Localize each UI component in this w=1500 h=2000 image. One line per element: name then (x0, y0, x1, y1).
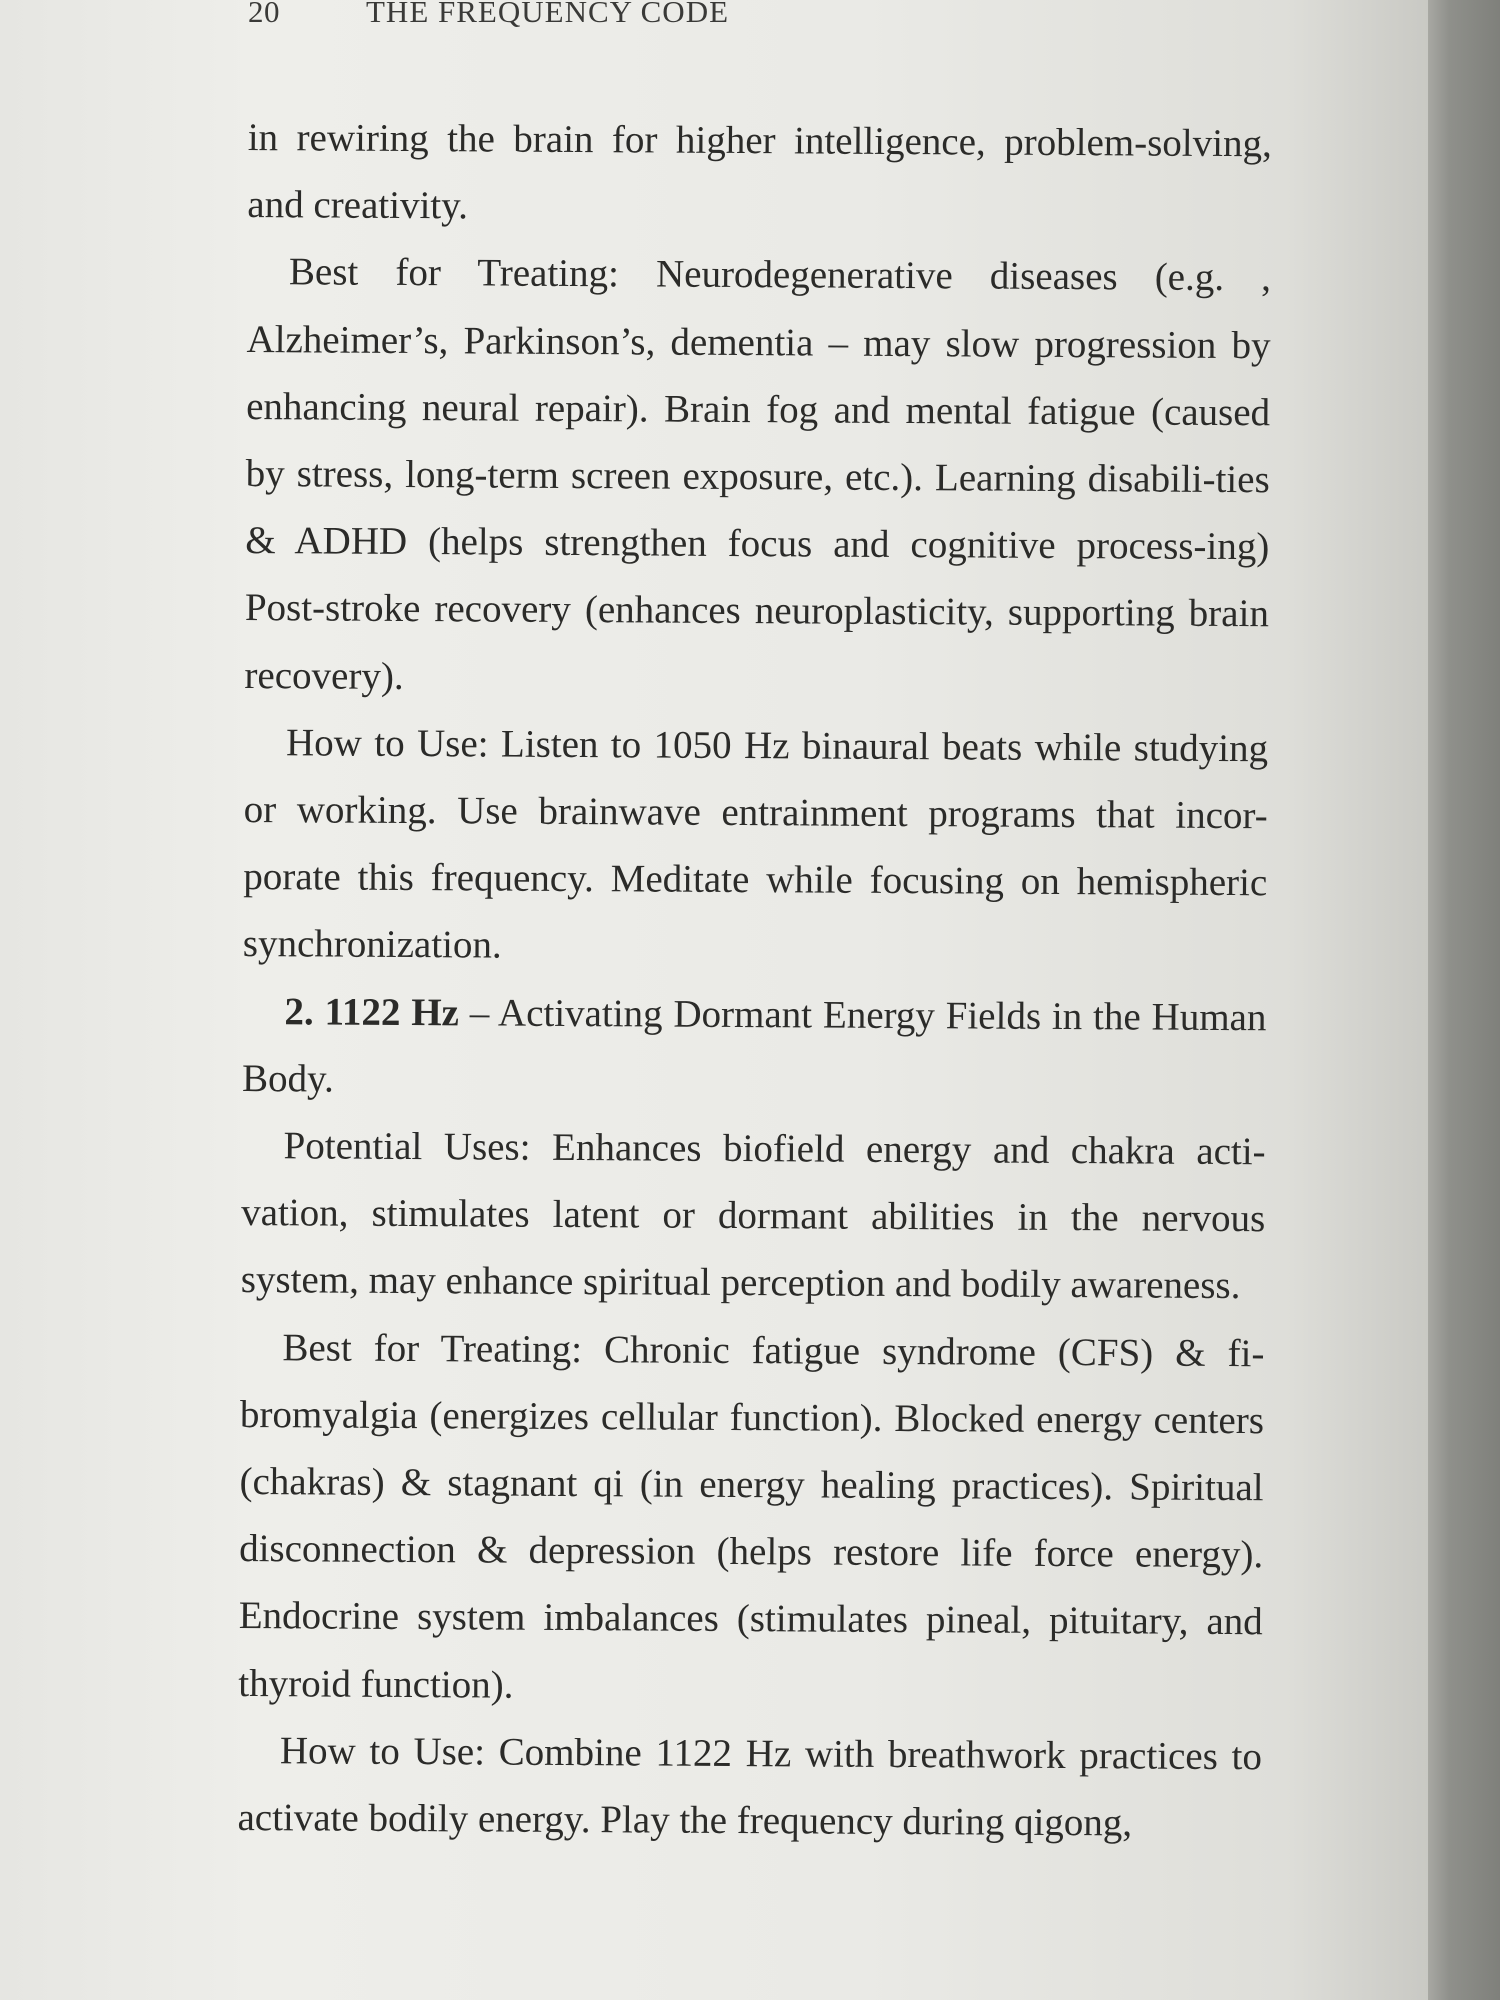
section-title: – Activating Dormant Energy Fields in the Human Body. (241, 990, 1267, 1101)
page-number: 20 (248, 0, 280, 29)
page-edge-shadow (1428, 0, 1500, 2000)
paragraph-how-to-use-1050: How to Use: Listen to 1050 Hz binaural beats while studying or working. Use brainwave entrainment programs that incor-porate this frequency. Meditate while focusing on hemispheric synchronization. (242, 721, 1269, 968)
running-head (248, 0, 729, 30)
book-title: THE FREQUENCY CODE (366, 0, 730, 29)
body-text (237, 104, 1272, 1858)
paragraph-continuation: in rewiring the brain for higher intelligence, problem-solving, and creativity. (247, 115, 1272, 228)
paragraph-best-for-treating-1050: Best for Treating: Neurodegenerative diseases (e.g. , Alzheimer’s, Parkinson’s, dementia – may slow progression by enhancing neural repair). Brain fog and mental fatigue (caused by stress, long-term screen exposure, etc.). Learning disabili-ties & ADHD (helps strengthen focus and cognitive process-ing) Post-stroke recovery (enhances neuroplasticity, supporting brain recovery). (244, 250, 1272, 698)
section-heading-1122 (242, 978, 1267, 1119)
paragraph-best-for-treating-1122: Best for Treating: Chronic fatigue syndrome (CFS) & fi-bromyalgia (energizes cellular function). Blocked energy centers (chakras) & stagnant qi (in energy healing practices). Spiritual disconnection & depression (helps restore life force energy). Endocrine system imbalances (stimulates pineal, pituitary, and thyroid function). (238, 1325, 1265, 1707)
section-number: 2. 1122 Hz (284, 989, 460, 1034)
paragraph-potential-uses-1122: Potential Uses: Enhances biofield energy and chakra acti-vation, stimulates latent or dormant abilities in the nervous system, may enhance spiritual perception and bodily awareness. (240, 1124, 1266, 1308)
paragraph-how-to-use-1122: How to Use: Combine 1122 Hz with breathwork practices to activate bodily energy. Play the frequency during qigong, (237, 1729, 1263, 1845)
